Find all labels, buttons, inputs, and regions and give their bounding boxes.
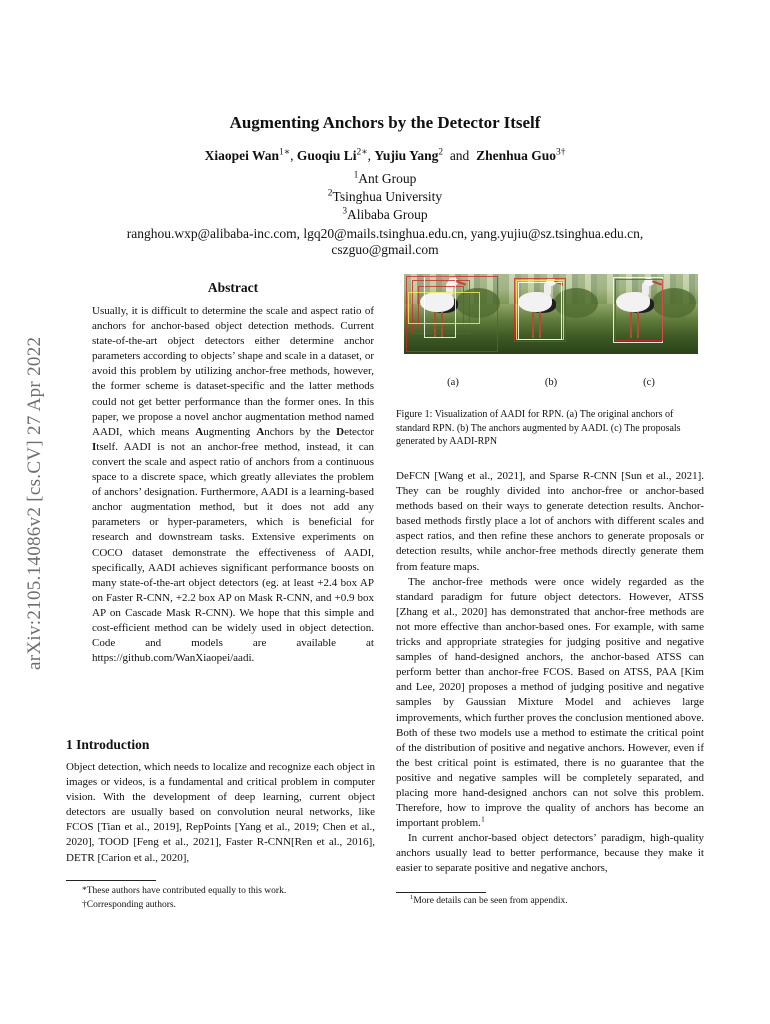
author-name: Xiaopei Wan bbox=[204, 148, 279, 163]
figure-label-a: (a) bbox=[447, 377, 459, 388]
acronym-letter: A bbox=[256, 425, 265, 438]
figure-1 bbox=[396, 274, 704, 394]
figure-panel-augmented-anchors bbox=[502, 274, 600, 354]
email-line: ranghou.wxp@alibaba-inc.com, lgq20@mails.tsinghua.edu.cn, yang.yujiu@sz.tsinghua.edu.cn, bbox=[126, 226, 644, 241]
paragraph-text: The anchor-free methods were once widely regarded as the standard paradigm for future object detectors. However, ATSS [Zhang et al., 2020] has demonstrated that anchor-free methods are not more effective than anchor-based ones. For example, with same tricks and appropriate strategies for judging positive and negative samples of hand-designed anchors, the anchor-based ATSS can perform better than anchor-free FCOS. Based on ATSS, PAA [Kim and Lee, 2020] proposes a method of judging positive and negative samples by Gaussian Mixture Model and achieves large improvements, which further proves the conclusion mentioned above. Both of these two models use a method to estimate the critical point of the distribution of positive and negative anchors. However, even if the best critical point is estimated, there is no guarantee that the positive and negative samples will be completely separated, and placing more hand-designed anchors can not solve this problem. Therefore, how to improve the quality of anchors has become an important problem. bbox=[396, 575, 704, 830]
affiliation-name: Tsinghua University bbox=[332, 189, 443, 204]
acronym-letter: I bbox=[92, 440, 97, 453]
footnote-mark: 1 bbox=[410, 893, 414, 901]
right-column-text bbox=[396, 469, 704, 877]
affiliation-mark: 1 bbox=[353, 170, 359, 181]
figure-label-c: (c) bbox=[643, 377, 655, 388]
footnote-text: More details can be seen from appendix. bbox=[413, 896, 568, 906]
paragraph bbox=[396, 575, 704, 832]
author-mark: 2 bbox=[438, 147, 444, 158]
author-mark: 1∗ bbox=[278, 147, 291, 158]
figure-panel-proposals bbox=[600, 274, 698, 354]
paragraph: In current anchor-based object detectors’ paradigm, high-quality anchors usually lead to better performance, because they make it easier to separate positive and negative anchors, bbox=[396, 832, 704, 875]
author-name: Zhenhua Guo bbox=[476, 148, 556, 163]
abstract-part: nchors by the bbox=[264, 425, 337, 438]
footnote: †Corresponding authors. bbox=[82, 900, 176, 910]
section-heading-introduction: 1 Introduction bbox=[66, 737, 150, 752]
footnote-mark: 1 bbox=[480, 814, 485, 824]
abstract-heading: Abstract bbox=[207, 280, 259, 295]
abstract-part: AADI is not an anchor-free method, instead, it can convert the scale and aspect ratio of anchors from a continuous space to a discrete space, which greatly alleviates the problem of anchors’ designation. Furthermore, AADI is a learning-based anchor augmentation method, but it does not add any parameters or hyper-parameters, which is beneficial for research and downstream tasks. Extensive experiments on COCO dataset demonstrate the effectiveness of AADI, specifically, AADI achieves significant performance boosts on many state-of-the-art object detectors (eg. at least +2.4 box AP on Faster R-CNN, +2.2 box AP on Mask R-CNN, and +0.9 box AP on Cascade Mask R-CNN). We hope that this simple and cost-efficient method can be widely used in object detection. Code and models are available at https://github.com/WanXiaopei/aadi. bbox=[92, 440, 374, 665]
affiliation bbox=[0, 206, 770, 224]
affiliation bbox=[0, 188, 770, 206]
figure-label-b: (b) bbox=[544, 377, 558, 388]
figure-caption: Figure 1: Visualization of AADI for RPN. (a) The original anchors of standard RPN. (b) The anchors augmented by AADI. (c) The proposals generated by AADI-RPN bbox=[396, 409, 681, 447]
paper-title: Augmenting Anchors by the Detector Itself bbox=[229, 113, 541, 132]
footnote-rule bbox=[66, 880, 156, 881]
footnotes-left bbox=[82, 884, 286, 912]
footnote-right bbox=[410, 893, 568, 906]
arxiv-identifier: arXiv:2105.14086v2 [cs.CV] 27 Apr 2022 bbox=[24, 336, 45, 670]
paragraph: DeFCN [Wang et al., 2021], and Sparse R-CNN [Sun et al., 2021]. They can be roughly divided into anchor-free or anchor-based methods based on their ways to generate detection results. Anchor-based methods firstly place a lot of anchors with different scales and aspect ratios, and then refine these anchors to generate proposals or detection results, while anchor-free methods directly generate them from feature maps. bbox=[396, 470, 704, 573]
abstract-part: etector bbox=[344, 425, 374, 438]
abstract-part: ugmenting bbox=[203, 425, 257, 438]
affiliation-mark: 2 bbox=[327, 188, 333, 199]
author-mark: 2∗ bbox=[356, 147, 368, 158]
author-emails bbox=[60, 226, 710, 258]
author-separator: , bbox=[290, 148, 297, 163]
introduction-text: Object detection, which needs to localize and recognize each object in images or videos, is a fundamental and critical problem in computer vision. With the development of deep learning, current object detectors are usually based on convolution neural networks, like FCOS [Tian et al., 2019], RepPoints [Yang et al., 2019; Chen et al., 2020], TOOD [Feng et al., 2021], Faster R-CNN[Ren et al., 2016], DETR [Carion et al., 2020], bbox=[66, 761, 375, 864]
affiliation-name: Alibaba Group bbox=[347, 207, 428, 222]
author-separator: , bbox=[367, 148, 375, 163]
footnote-rule bbox=[396, 892, 486, 893]
author-name: Yujiu Yang bbox=[374, 148, 439, 163]
author-name: Guoqiu Li bbox=[296, 148, 357, 163]
acronym-letter: A bbox=[195, 425, 204, 438]
abstract-part: tself. bbox=[96, 440, 118, 453]
acronym-letter: D bbox=[336, 425, 345, 438]
author-and: and bbox=[449, 148, 470, 163]
affiliation-mark: 3 bbox=[342, 206, 348, 217]
figure-panel-original-anchors bbox=[404, 274, 502, 354]
abstract-part: Usually, it is difficult to determine the scale and aspect ratio of anchors for anchor-based object detection methods. Current state-of-the-art object detectors either determine anchor parameters according to objects’ shape and scale in a dataset, or avoid this problem by utilizing anchor-free methods, however, the former scheme is dataset-specific and the latter methods could not get better performance than the former ones. In this paper, we propose a novel anchor augmentation method named AADI, which means bbox=[92, 305, 374, 438]
author-mark: 3† bbox=[555, 147, 566, 158]
affiliation bbox=[0, 170, 770, 188]
email-line: cszguo@gmail.com bbox=[331, 242, 439, 257]
footnote: *These authors have contributed equally to this work. bbox=[82, 886, 287, 896]
affiliation-name: Ant Group bbox=[358, 171, 417, 186]
abstract-text bbox=[92, 304, 374, 666]
author-list bbox=[0, 148, 770, 164]
